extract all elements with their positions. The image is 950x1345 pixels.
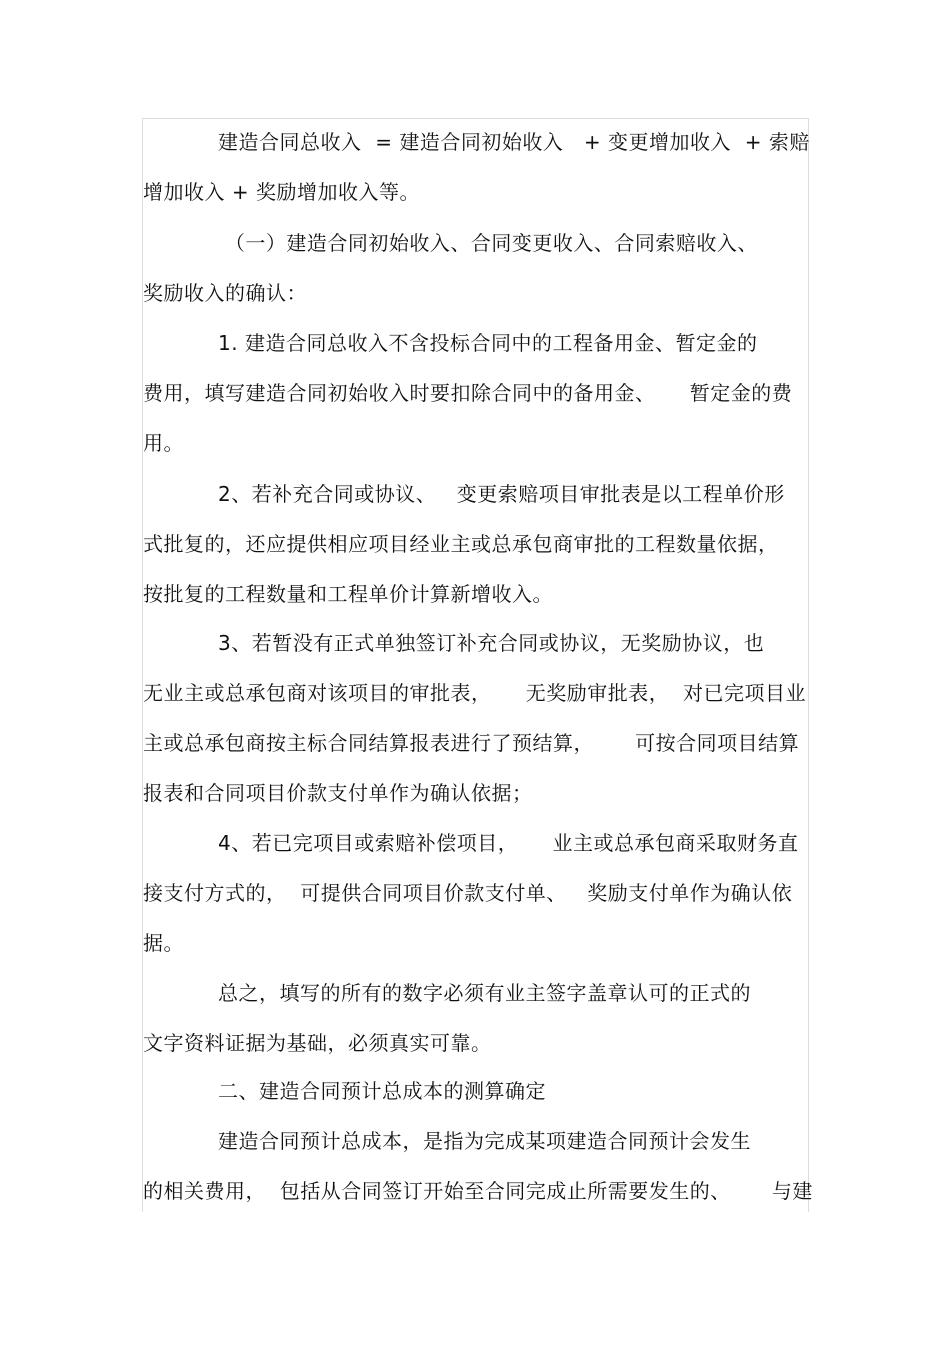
section-heading-line: （一）建造合同初始收入、合同变更收入、合同索赔收入、 (218, 231, 758, 255)
paragraph-line: 据。 (143, 931, 184, 955)
paragraph-line: 4、若已完项目或索赔补偿项目， 业主或总承包商采取财务直 (218, 831, 799, 855)
section-heading-line: 奖励收入的确认： (143, 281, 307, 305)
paragraph-line: 建造合同预计总成本，是指为完成某项建造合同预计会发生 (218, 1129, 751, 1153)
paragraph-line: 按批复的工程数量和工程单价计算新增收入。 (143, 582, 553, 606)
paragraph-line: 文字资料证据为基础，必须真实可靠。 (143, 1031, 492, 1055)
paragraph-line: 的相关费用， 包括从合同签订开始至合同完成止所需要发生的、 与建 (143, 1179, 813, 1203)
section-heading-line: 二、建造合同预计总成本的测算确定 (218, 1079, 546, 1103)
paragraph-line: 1. 建造合同总收入不含投标合同中的工程备用金、暂定金的 (218, 331, 758, 355)
paragraph-line: 总之，填写的所有的数字必须有业主签字盖章认可的正式的 (218, 981, 751, 1005)
paragraph-line: 增加收入 + 奖励增加收入等。 (143, 180, 420, 204)
paragraph-line: 式批复的，还应提供相应项目经业主或总承包商审批的工程数量依据， (143, 532, 779, 556)
paragraph-line: 用。 (143, 431, 184, 455)
page-border-top (142, 118, 808, 119)
paragraph-line: 3、若暂没有正式单独签订补充合同或协议，无奖励协议，也 (218, 631, 765, 655)
paragraph-line: 建造合同总收入 = 建造合同初始收入 + 变更增加收入 + 索赔 (218, 130, 810, 154)
page-border-right (808, 118, 809, 1212)
paragraph-line: 2、若补充合同或协议、 变更索赔项目审批表是以工程单价形 (218, 482, 785, 506)
paragraph-line: 无业主或总承包商对该项目的审批表， 无奖励审批表， 对已完项目业 (143, 681, 807, 705)
paragraph-line: 主或总承包商按主标合同结算报表进行了预结算， 可按合同项目结算 (143, 731, 800, 755)
paragraph-line: 报表和合同项目价款支付单作为确认依据； (143, 781, 533, 805)
paragraph-line: 费用，填写建造合同初始收入时要扣除合同中的备用金、 暂定金的费 (143, 381, 793, 405)
paragraph-line: 接支付方式的， 可提供合同项目价款支付单、 奖励支付单作为确认依 (143, 881, 793, 905)
